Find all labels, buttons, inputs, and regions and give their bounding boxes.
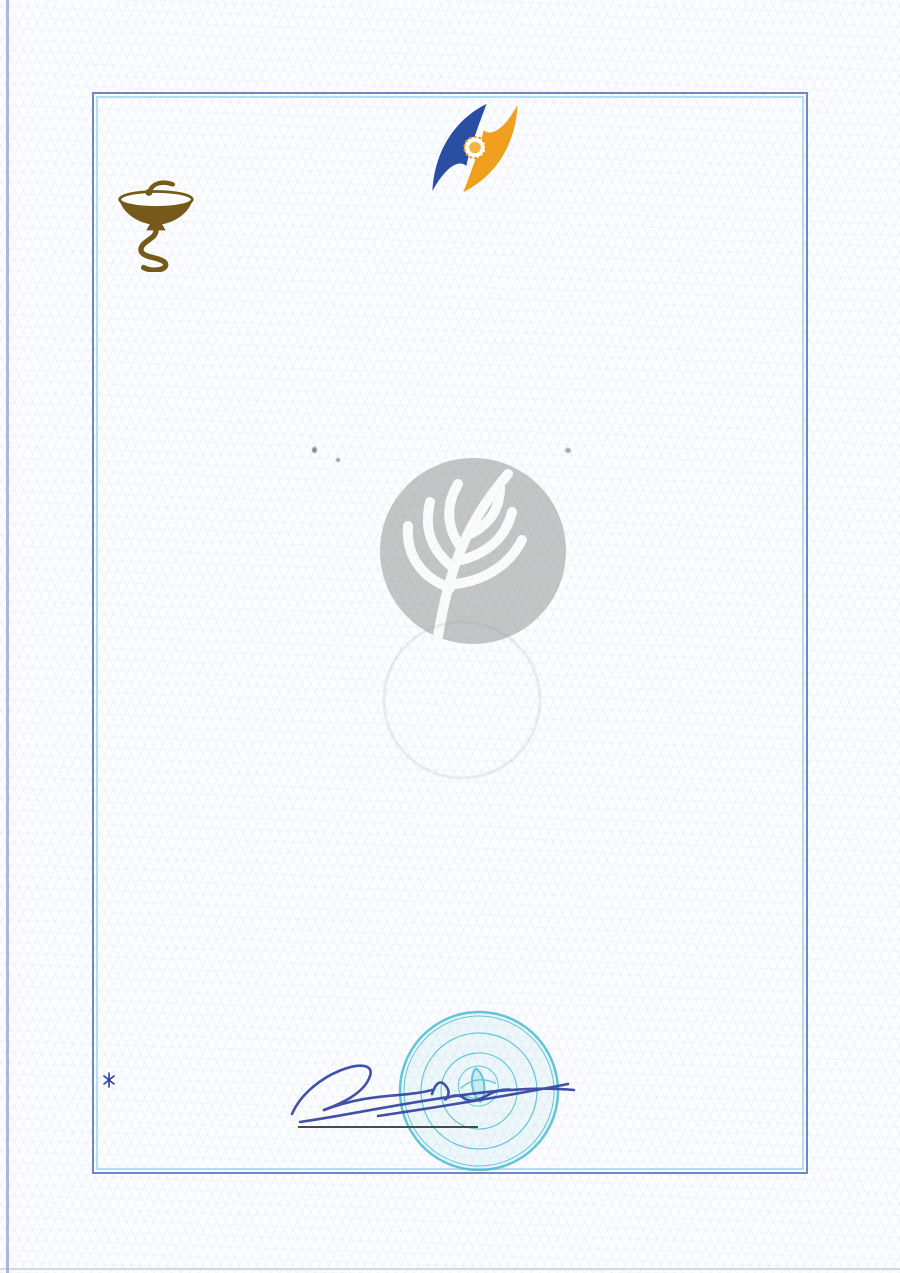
bowl-of-hygieia-icon <box>116 180 196 272</box>
pen-mark <box>102 1072 116 1088</box>
ornament-border-bottom <box>30 1180 876 1234</box>
scan-noise <box>565 448 571 453</box>
ornament-border-top <box>30 30 876 84</box>
ornament-border-right <box>822 30 876 1234</box>
scan-edge-artifact <box>0 1268 900 1270</box>
signature-line <box>298 1126 478 1128</box>
eaeu-logo-icon <box>390 102 560 194</box>
scan-edge-artifact <box>6 0 9 1273</box>
signature-ink <box>282 1050 582 1130</box>
ornament-border-left <box>30 30 84 1234</box>
scan-noise <box>336 458 340 462</box>
scan-noise <box>312 447 317 453</box>
